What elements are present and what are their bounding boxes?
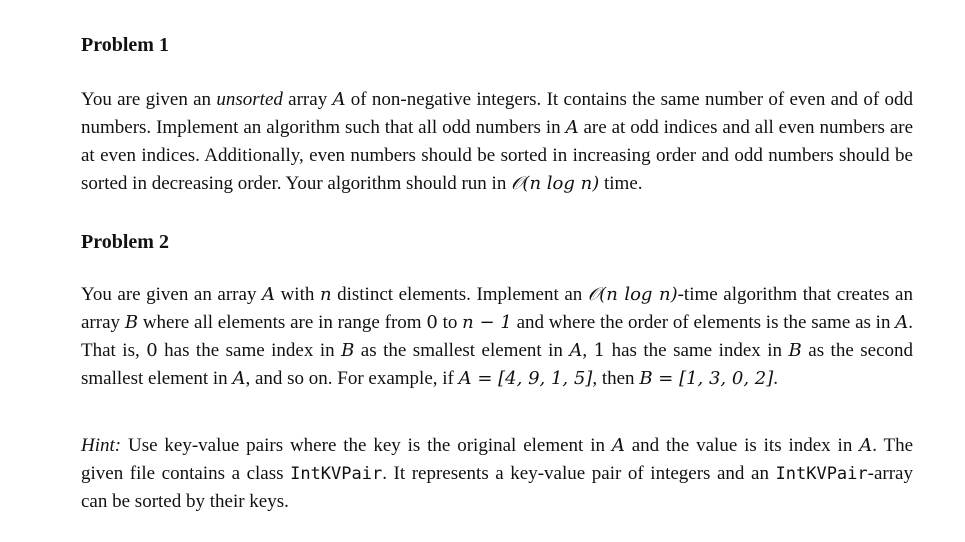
code-class-name: IntKVPair <box>775 464 868 484</box>
math-example-B: B = [1, 3, 0, 2] <box>639 368 774 389</box>
math-var-B: B <box>124 312 139 333</box>
problem-1-statement: You are given an unsorted array A of non-negative integers. It contains the same number of even and of odd numbers. Implement an algorithm such that all odd numbers in A are at odd indices and all even numbers are at even indices. Additionally, even numbers should be sorted in increasing order and odd numbers should be sorted in decreasing order. Your algorithm should run in 𝒪(n log n) time. <box>81 89 914 194</box>
math-var-A: A <box>859 435 873 456</box>
math-var-A: A <box>332 89 346 110</box>
math-zero: 0 <box>146 340 158 361</box>
math-var-B: B <box>788 340 802 361</box>
math-var-A: A <box>895 312 909 333</box>
math-var-A: A <box>565 117 579 138</box>
math-var-n: n <box>319 284 332 305</box>
math-var-A: A <box>262 284 276 305</box>
math-var-A: A <box>569 340 583 361</box>
problem-1-heading: Problem 1 <box>81 34 169 56</box>
math-var-A: A <box>611 435 625 456</box>
math-big-o: 𝒪(n log n) <box>511 173 600 194</box>
emphasis-unsorted: unsorted <box>216 89 283 110</box>
math-big-o: 𝒪(n log n) <box>587 284 678 305</box>
hint-label: Hint: <box>81 435 122 456</box>
problem-2-heading: Problem 2 <box>81 231 169 253</box>
math-zero: 0 <box>426 312 438 333</box>
math-var-B: B <box>341 340 355 361</box>
math-var-A: A <box>232 368 246 389</box>
math-n-minus-1: n − 1 <box>462 312 512 333</box>
problem-2-hint: Hint: Use key-value pairs where the key is the original element in A and the value is its index in A. The given file contains a class IntKVPair. It represents a key-value pair of integers and an IntKVPair-array can be sorted by their keys. <box>81 435 914 512</box>
math-example-A: A = [4, 9, 1, 5] <box>458 368 593 389</box>
math-one: 1 <box>593 340 606 361</box>
code-class-name: IntKVPair <box>290 464 383 484</box>
problem-2-statement: You are given an array A with n distinct elements. Implement an 𝒪(n log n)-time algorithm that creates an array B where all elements are in range from 0 to n − 1 and where the order of elements is the same as in A. That is, 0 has the same index in B as the smallest element in A, 1 has the same index in B as the second smallest element in A, and so on. For example, if A = [4, 9, 1, 5], then B = [1, 3, 0, 2]. <box>81 284 914 389</box>
